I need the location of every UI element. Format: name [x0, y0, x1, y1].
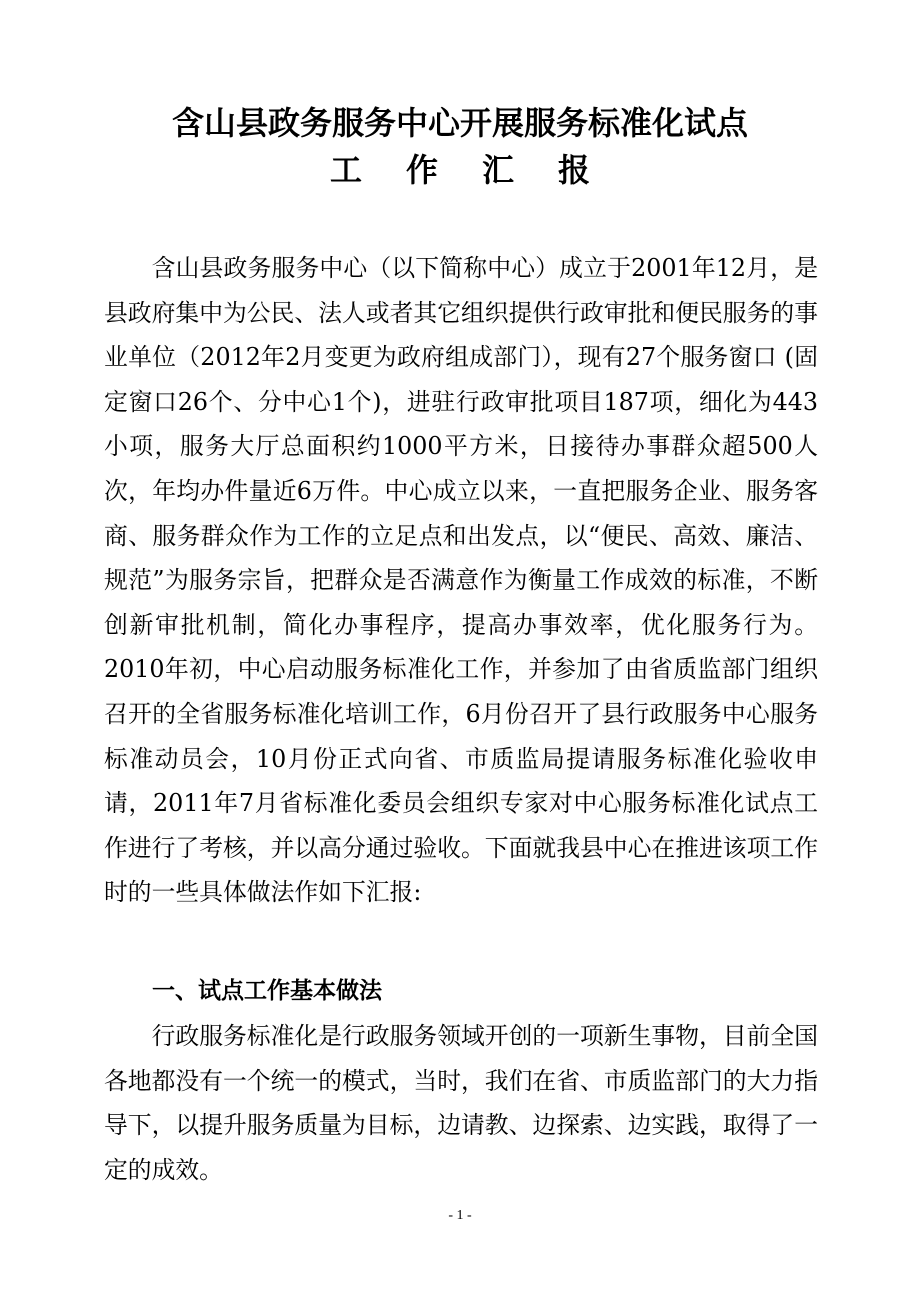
subtitle-char: 工 [329, 151, 362, 189]
subtitle-char: 报 [558, 151, 591, 189]
section-paragraph: 行政服务标准化是行政服务领域开创的一项新生事物，目前全国各地都没有一个统一的模式，当时，我们在省、市质监部门的大力指导下，以提升服务质量为目标，边请教、边探索、边实践，取得了一定的成效。 [104, 1022, 818, 1184]
document-title: 含山县政务服务中心开展服务标准化试点 [171, 104, 748, 142]
intro-paragraph: 含山县政务服务中心（以下简称中心）成立于2001年12月，是县政府集中为公民、法人或者其它组织提供行政审批和便民服务的事业单位（2012年2月变更为政府组成部门），现有27个服务窗口 (固定窗口26个、分中心1个)，进驻行政审批项目187项，细化为443小项，服务大厅总面积约1000平方米，日接待办事群众超500人次，年均办件量近6万件。中心成立以来，一直把服务企业、服务客商、服务群众作为工作的立足点和出发点，以“便民、高效、廉洁、规范”为服务宗旨，把群众是否满意作为衡量工作成效的标准，不断创新审批机制，简化办事程序，提高办事效率，优化服务行为。2010年初，中心启动服务标准化工作，并参加了由省质监部门组织召开的全省服务标准化培训工作，6月份召开了县行政服务中心服务标准动员会，10月份正式向省、市质监局提请服务标准化验收申请，2011年7月省标准化委员会组织专家对中心服务标准化试点工作进行了考核，并以高分通过验收。下面就我县中心在推进该项工作时的一些具体做法作如下汇报: [104, 254, 818, 907]
document-subtitle [0, 150, 920, 190]
page-number: - 1 - [448, 1208, 472, 1223]
subtitle-char: 汇 [482, 151, 515, 189]
section-heading: 一、试点工作基本做法 [152, 978, 382, 1004]
subtitle-char: 作 [405, 151, 438, 189]
